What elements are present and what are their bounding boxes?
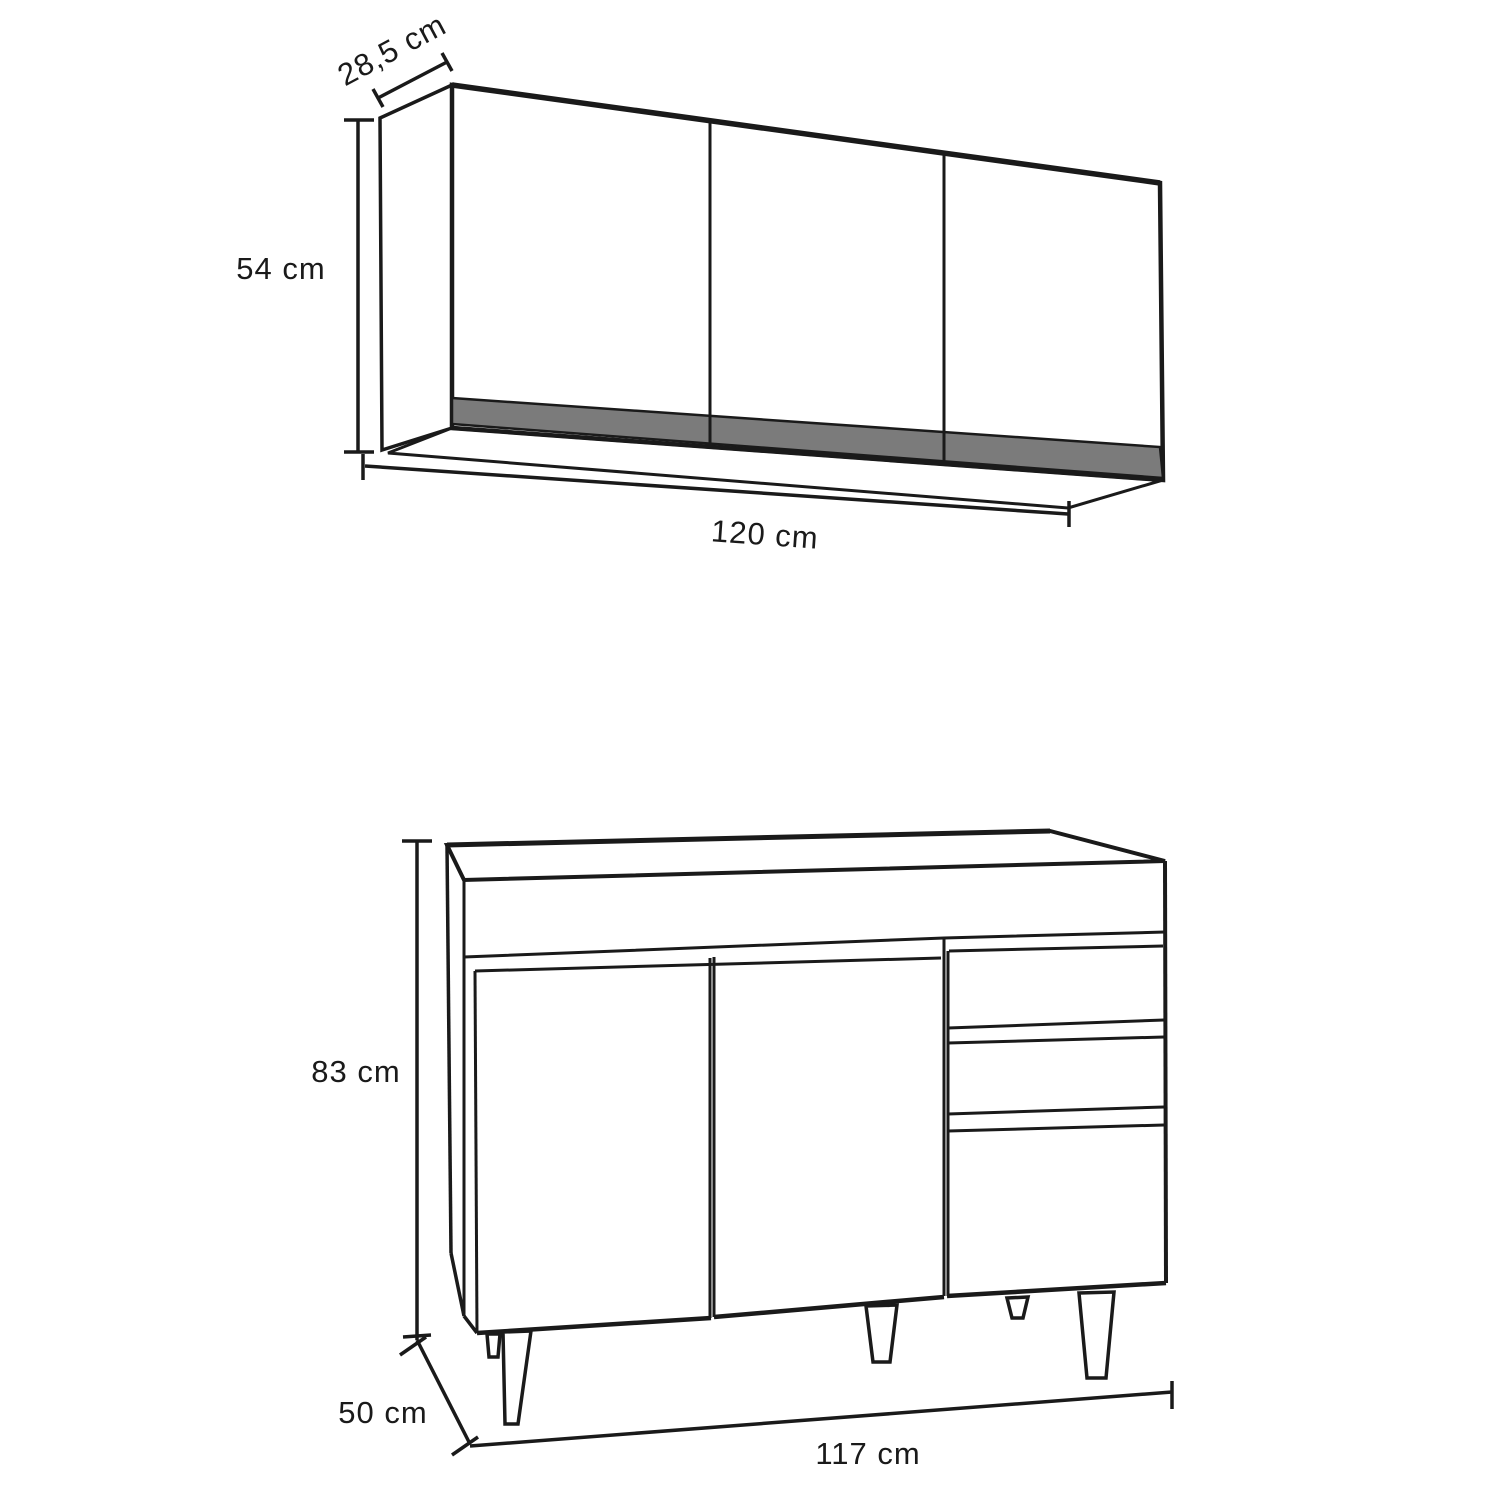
lower-height-dimension (311, 841, 432, 1355)
drawer-gap2-bottom (948, 1125, 1164, 1131)
bottom-step-left (464, 1316, 477, 1333)
upper-side-panel (380, 85, 452, 450)
left-bottom-bevel (451, 1253, 464, 1316)
left-outer-edge (447, 845, 451, 1253)
lower-height-label: 83 cm (311, 1054, 401, 1089)
upper-width-label: 120 cm (709, 513, 820, 556)
lower-cabinet (447, 831, 1166, 1424)
leg-front-left (503, 1331, 531, 1424)
drawer-section-bottom-edge (947, 1283, 1166, 1296)
lower-width-dimension (470, 1381, 1172, 1471)
lower-width-label: 117 cm (815, 1436, 921, 1471)
lower-depth-dimension (338, 1340, 478, 1455)
upper-depth-label: 28,5 cm (331, 6, 452, 93)
leg-right (1079, 1292, 1114, 1378)
upper-height-label: 54 cm (236, 251, 326, 286)
leg-back-right (1007, 1297, 1028, 1318)
door1-bottom-edge (477, 1318, 711, 1333)
drawer-gap1-bottom (948, 1037, 1164, 1043)
drawer-gap2-top (948, 1107, 1164, 1114)
right-outer-edge (1165, 861, 1166, 1283)
drawer1-top-edge (949, 946, 1163, 951)
upper-cabinet (380, 85, 1163, 508)
drawer-gap1-top (948, 1020, 1164, 1028)
door2-bottom-edge (714, 1297, 944, 1317)
door1-left-edge (475, 971, 477, 1333)
leg-front-middle (866, 1305, 897, 1362)
apron-bottom-line (464, 932, 1165, 957)
lower-depth-label: 50 cm (338, 1395, 428, 1430)
upper-height-dimension (236, 120, 374, 452)
leg-back-left (487, 1334, 500, 1357)
lower-height-tick-bottom (403, 1335, 431, 1337)
doors-top-edge (475, 958, 941, 971)
